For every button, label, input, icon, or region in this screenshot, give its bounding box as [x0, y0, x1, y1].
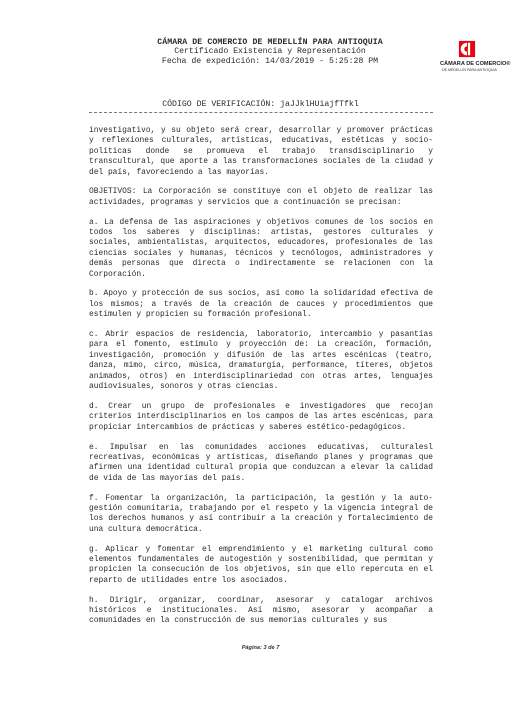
paragraph: f. Fomentar la organización, la participación, la gestión y la auto-gestión comunitaria, trabajando por el respeto y la vigencia integral de los derechos humanos y así contribuir a la creación y fortalecimiento de una cultura democrática.: [89, 493, 433, 534]
paragraph: c. Abrir espacios de residencia, laboratorio, intercambio y pasantías para el fomento, estímulo y proyección de: La creación, formación, investigación, promoción y difusión de las artes escénicas (teatro, danza, mimo, circo, música, dramaturgia, performance, títeres, objetos animados, otros) en interdisciplinariedad con otras artes, lenguajes audiovisuales, sonoros y otras ciencias.: [89, 330, 433, 392]
page-number: Página: 3 de 7: [241, 645, 280, 651]
document-header: [120, 38, 420, 67]
paragraph: d. Crear un grupo de profesionales e investigadores que recojan criterios interdisciplinarios en los campos de las artes escénicas, para propiciar intercambios de prácticas y saberes estético-pedagógicos.: [89, 401, 433, 432]
paragraph: a. La defensa de las aspiraciones y objetivos comunes de los socios en todos los saberes y disciplinas: artistas, gestores culturales y sociales, ambientalistas, arquitectos, educadores, profesionales de las ciencias sociales y humanas, técnicos y tecnólogos, administradores y demás personas que directa o indirectamente se relacionen con la Corporación.: [89, 217, 433, 279]
paragraph: b. Apoyo y protección de sus socios, así como la solidaridad efectiva de los mismos; a través de la creación de cauces y procedimientos que estimulen y propicien su formación profesional.: [89, 289, 433, 320]
logo-subtitle: DE MEDELLÍN PARA ANTIOQUIA: [442, 68, 497, 72]
paragraph: g. Aplicar y fomentar el emprendimiento y el marketing cultural como elementos fundamentales de autogestión y sostenibilidad, que permitan y propicien la consecución de los objetivos, sin que ello repercuta en el reparto de utilidades entre los asociados.: [89, 544, 433, 585]
verification-code: CÓDIGO DE VERIFICACIÓN: jaJJklHUiajfTfkl: [162, 100, 359, 109]
chamber-logo: [440, 40, 511, 80]
dashed-divider: [89, 112, 433, 113]
paragraph: OBJETIVOS: La Corporación se constituye con el objeto de realizar las actividades, programas y servicios que a continuación se precisan:: [89, 187, 433, 207]
certificate-type: Certificado Existencia y Representación: [174, 47, 366, 56]
paragraph: e. Impulsar en las comunidades acciones educativas, culturalesl recreativas, económicas y artísticas, diseñando planes y programas que afirmen una identidad cultural propia que conduzcan a elevar la calidad de vida de las mayorías del país.: [89, 442, 433, 483]
document-body: [89, 126, 433, 636]
chamber-logo-mark-icon: [458, 40, 476, 58]
paragraph: h. Dirigir, organizar, coordinar, asesorar y catalogar archivos históricos e institucionales. Así mismo, asesorar y acompañar a comunidades en la construcción de sus memorias culturales y sus: [89, 595, 433, 626]
paragraph: investigativo, y su objeto será crear, desarrollar y promover prácticas y reflexiones culturales, artísticas, educativas, estéticas y socio-políticas donde se promueva el trabajo transdisciplinario y transcultural, que aporte a las transformaciones sociales de la ciudad y del país, favoreciendo a las mayorías.: [89, 126, 433, 177]
chamber-name: CÁMARA DE COMERCIO DE MEDELLÍN PARA ANTIOQUIA: [157, 38, 383, 47]
logo-name: CÁMARA DE COMERCIO®: [440, 61, 511, 67]
issue-date: Fecha de expedición: 14/03/2019 - 5:25:28 PM: [161, 57, 379, 66]
